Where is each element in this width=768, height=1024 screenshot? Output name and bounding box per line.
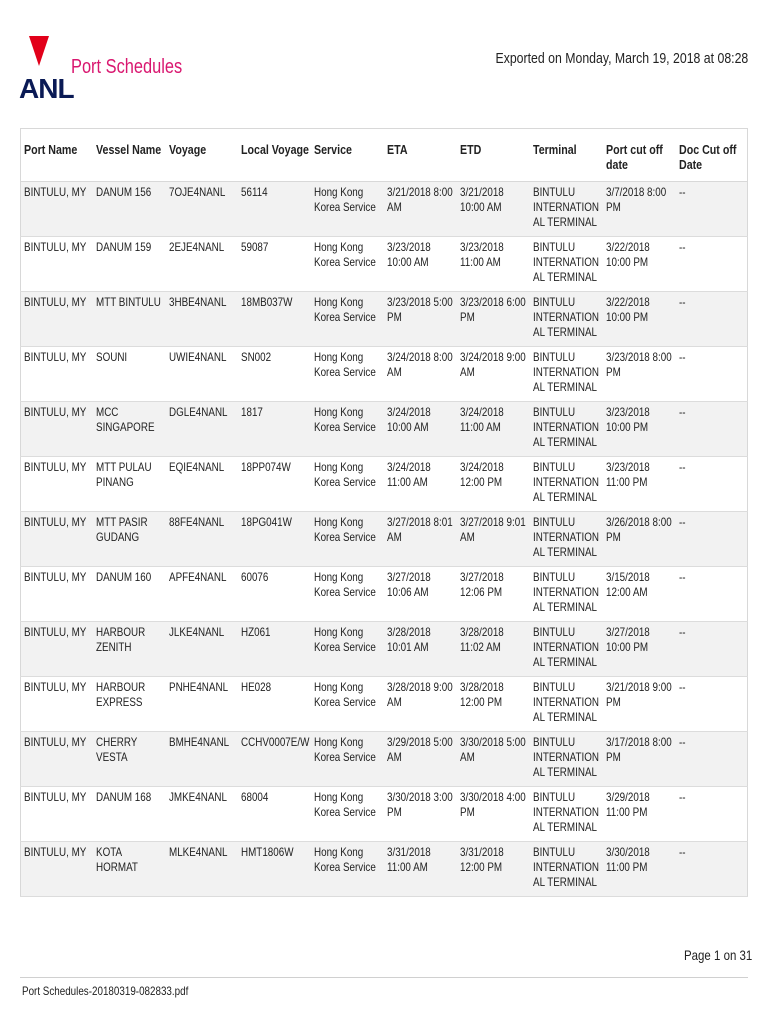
etd-cell: 3/30/2018 4:00 PM	[459, 790, 526, 819]
local-voyage-cell: 60076	[240, 570, 268, 584]
terminal-cell: BINTULU INTERNATIONAL TERMINAL	[532, 680, 599, 724]
eta-cell: 3/30/2018 3:00 PM	[386, 790, 453, 819]
table-row	[21, 567, 748, 622]
port-cutoff-cell: 3/23/2018 10:00 PM	[605, 405, 650, 434]
etd-cell: 3/24/2018 12:00 PM	[459, 460, 504, 489]
vessel-name-cell: DANUM 168	[95, 790, 151, 804]
voyage-cell: UWIE4NANL	[168, 350, 226, 364]
terminal-cell: BINTULU INTERNATIONAL TERMINAL	[532, 185, 599, 229]
doc-cutoff-cell: --	[678, 790, 686, 804]
logo-text: ANL	[19, 73, 74, 104]
service-cell: Hong Kong Korea Service	[313, 845, 376, 874]
service-cell: Hong Kong Korea Service	[313, 570, 376, 599]
anl-logo	[19, 36, 74, 106]
port-schedule-table	[20, 128, 748, 897]
port-cutoff-cell: 3/22/2018 10:00 PM	[605, 240, 650, 269]
table-row	[21, 512, 748, 567]
vessel-name-cell: MTT BINTULU	[95, 295, 161, 309]
etd-cell: 3/28/2018 11:02 AM	[459, 625, 504, 654]
eta-cell: 3/27/2018 8:01 AM	[386, 515, 453, 544]
table-row	[21, 622, 748, 677]
service-cell: Hong Kong Korea Service	[313, 735, 376, 764]
service-cell: Hong Kong Korea Service	[313, 240, 376, 269]
port-cutoff-cell: 3/29/2018 11:00 PM	[605, 790, 650, 819]
port-cutoff-cell: 3/15/2018 12:00 AM	[605, 570, 650, 599]
port-cutoff-cell: 3/27/2018 10:00 PM	[605, 625, 650, 654]
terminal-cell: BINTULU INTERNATIONAL TERMINAL	[532, 625, 599, 669]
etd-cell: 3/28/2018 12:00 PM	[459, 680, 504, 709]
voyage-cell: EQIE4NANL	[168, 460, 224, 474]
etd-cell: 3/27/2018 9:01 AM	[459, 515, 526, 544]
doc-cutoff-cell: --	[678, 240, 686, 254]
port-name-cell: BINTULU, MY	[24, 790, 87, 804]
etd-cell: 3/31/2018 12:00 PM	[459, 845, 504, 874]
terminal-cell: BINTULU INTERNATIONAL TERMINAL	[532, 790, 599, 834]
etd-cell: 3/23/2018 6:00 PM	[459, 295, 526, 324]
terminal-cell: BINTULU INTERNATIONAL TERMINAL	[532, 295, 599, 339]
terminal-cell: BINTULU INTERNATIONAL TERMINAL	[532, 570, 599, 614]
eta-cell: 3/28/2018 10:01 AM	[386, 625, 431, 654]
vessel-name-cell: HARBOUR EXPRESS	[95, 680, 145, 709]
page-number: Page 1 on 31	[683, 947, 752, 963]
port-cutoff-cell: 3/23/2018 11:00 PM	[605, 460, 650, 489]
port-name-cell: BINTULU, MY	[24, 625, 87, 639]
column-header-eta: ETA	[385, 129, 458, 182]
service-cell: Hong Kong Korea Service	[313, 185, 376, 214]
vessel-name-cell: DANUM 156	[95, 185, 151, 199]
local-voyage-cell: 18PP074W	[240, 460, 291, 474]
port-cutoff-cell: 3/26/2018 8:00 PM	[605, 515, 672, 544]
table-row	[21, 182, 748, 237]
column-header-port-name: Port Name	[21, 129, 94, 182]
export-timestamp: Exported on Monday, March 19, 2018 at 08:28	[495, 50, 748, 67]
vessel-name-cell: CHERRY VESTA	[95, 735, 137, 764]
table-row	[21, 732, 748, 787]
port-name-cell: BINTULU, MY	[24, 735, 87, 749]
local-voyage-cell: HMT1806W	[240, 845, 293, 859]
vessel-name-cell: MTT PASIR GUDANG	[95, 515, 148, 544]
etd-cell: 3/30/2018 5:00 AM	[459, 735, 526, 764]
vessel-name-cell: MTT PULAU PINANG	[95, 460, 152, 489]
table-row	[21, 842, 748, 897]
local-voyage-cell: 18MB037W	[240, 295, 292, 309]
terminal-cell: BINTULU INTERNATIONAL TERMINAL	[532, 405, 599, 449]
table-row	[21, 787, 748, 842]
vessel-name-cell: DANUM 159	[95, 240, 151, 254]
terminal-cell: BINTULU INTERNATIONAL TERMINAL	[532, 515, 599, 559]
port-cutoff-cell: 3/21/2018 9:00 PM	[605, 680, 672, 709]
etd-cell: 3/24/2018 9:00 AM	[459, 350, 526, 379]
column-header-local-voyage: Local Voyage	[239, 129, 312, 182]
local-voyage-cell: 1817	[240, 405, 263, 419]
voyage-cell: JLKE4NANL	[168, 625, 224, 639]
voyage-cell: 7OJE4NANL	[168, 185, 225, 199]
service-cell: Hong Kong Korea Service	[313, 460, 376, 489]
local-voyage-cell: HZ061	[240, 625, 271, 639]
eta-cell: 3/27/2018 10:06 AM	[386, 570, 431, 599]
eta-cell: 3/28/2018 9:00 AM	[386, 680, 453, 709]
voyage-cell: DGLE4NANL	[168, 405, 228, 419]
eta-cell: 3/31/2018 11:00 AM	[386, 845, 431, 874]
service-cell: Hong Kong Korea Service	[313, 680, 376, 709]
voyage-cell: 3HBE4NANL	[168, 295, 226, 309]
vessel-name-cell: DANUM 160	[95, 570, 151, 584]
column-header-service: Service	[312, 129, 385, 182]
terminal-cell: BINTULU INTERNATIONAL TERMINAL	[532, 845, 599, 889]
etd-cell: 3/21/2018 10:00 AM	[459, 185, 504, 214]
doc-cutoff-cell: --	[678, 185, 686, 199]
logo-triangle-icon	[29, 36, 49, 66]
column-header-voyage: Voyage	[167, 129, 239, 182]
service-cell: Hong Kong Korea Service	[313, 295, 376, 324]
page-title: Port Schedules	[71, 56, 183, 78]
port-name-cell: BINTULU, MY	[24, 185, 87, 199]
doc-cutoff-cell: --	[678, 350, 686, 364]
local-voyage-cell: HE028	[240, 680, 271, 694]
doc-cutoff-cell: --	[678, 460, 686, 474]
voyage-cell: MLKE4NANL	[168, 845, 228, 859]
table-header-row	[21, 129, 748, 182]
local-voyage-cell: CCHV0007E/W	[240, 735, 309, 749]
footer-filename: Port Schedules-20180319-082833.pdf	[22, 984, 189, 998]
table-row	[21, 292, 748, 347]
service-cell: Hong Kong Korea Service	[313, 625, 376, 654]
port-name-cell: BINTULU, MY	[24, 295, 87, 309]
port-cutoff-cell: 3/30/2018 11:00 PM	[605, 845, 650, 874]
port-name-cell: BINTULU, MY	[24, 680, 87, 694]
table-row	[21, 457, 748, 512]
column-header-etd: ETD	[458, 129, 531, 182]
eta-cell: 3/24/2018 10:00 AM	[386, 405, 431, 434]
voyage-cell: 88FE4NANL	[168, 515, 224, 529]
eta-cell: 3/24/2018 8:00 AM	[386, 350, 453, 379]
etd-cell: 3/23/2018 11:00 AM	[459, 240, 504, 269]
voyage-cell: APFE4NANL	[168, 570, 226, 584]
terminal-cell: BINTULU INTERNATIONAL TERMINAL	[532, 350, 599, 394]
doc-cutoff-cell: --	[678, 680, 686, 694]
eta-cell: 3/23/2018 5:00 PM	[386, 295, 453, 324]
service-cell: Hong Kong Korea Service	[313, 790, 376, 819]
port-cutoff-cell: 3/22/2018 10:00 PM	[605, 295, 650, 324]
local-voyage-cell: 56114	[240, 185, 268, 199]
port-name-cell: BINTULU, MY	[24, 405, 87, 419]
terminal-cell: BINTULU INTERNATIONAL TERMINAL	[532, 735, 599, 779]
column-header-terminal: Terminal	[531, 129, 604, 182]
voyage-cell: JMKE4NANL	[168, 790, 227, 804]
doc-cutoff-cell: --	[678, 845, 686, 859]
doc-cutoff-cell: --	[678, 515, 686, 529]
voyage-cell: BMHE4NANL	[168, 735, 229, 749]
doc-cutoff-cell: --	[678, 625, 686, 639]
port-name-cell: BINTULU, MY	[24, 350, 87, 364]
column-header-vessel-name: Vessel Name	[94, 129, 167, 182]
voyage-cell: PNHE4NANL	[168, 680, 228, 694]
local-voyage-cell: 18PG041W	[240, 515, 292, 529]
etd-cell: 3/24/2018 11:00 AM	[459, 405, 504, 434]
vessel-name-cell: SOUNI	[95, 350, 127, 364]
footer-divider	[20, 977, 748, 978]
service-cell: Hong Kong Korea Service	[313, 350, 376, 379]
service-cell: Hong Kong Korea Service	[313, 515, 376, 544]
port-name-cell: BINTULU, MY	[24, 515, 87, 529]
port-name-cell: BINTULU, MY	[24, 240, 87, 254]
table-row	[21, 402, 748, 457]
service-cell: Hong Kong Korea Service	[313, 405, 376, 434]
vessel-name-cell: HARBOUR ZENITH	[95, 625, 145, 654]
doc-cutoff-cell: --	[678, 735, 686, 749]
eta-cell: 3/24/2018 11:00 AM	[386, 460, 431, 489]
terminal-cell: BINTULU INTERNATIONAL TERMINAL	[532, 240, 599, 284]
table-row	[21, 237, 748, 292]
doc-cutoff-cell: --	[678, 570, 686, 584]
local-voyage-cell: 59087	[240, 240, 268, 254]
vessel-name-cell: MCC SINGAPORE	[95, 405, 155, 434]
etd-cell: 3/27/2018 12:06 PM	[459, 570, 504, 599]
eta-cell: 3/29/2018 5:00 AM	[386, 735, 453, 764]
table-row	[21, 347, 748, 402]
eta-cell: 3/21/2018 8:00 AM	[386, 185, 453, 214]
voyage-cell: 2EJE4NANL	[168, 240, 224, 254]
port-cutoff-cell: 3/23/2018 8:00 PM	[605, 350, 672, 379]
table-row	[21, 677, 748, 732]
port-name-cell: BINTULU, MY	[24, 845, 87, 859]
local-voyage-cell: 68004	[240, 790, 268, 804]
port-name-cell: BINTULU, MY	[24, 570, 87, 584]
terminal-cell: BINTULU INTERNATIONAL TERMINAL	[532, 460, 599, 504]
port-cutoff-cell: 3/17/2018 8:00 PM	[605, 735, 672, 764]
vessel-name-cell: KOTA HORMAT	[95, 845, 138, 874]
local-voyage-cell: SN002	[240, 350, 271, 364]
doc-cutoff-cell: --	[678, 405, 686, 419]
port-name-cell: BINTULU, MY	[24, 460, 87, 474]
table-body	[21, 182, 748, 897]
eta-cell: 3/23/2018 10:00 AM	[386, 240, 431, 269]
column-header-port-cutoff: Port cut off date	[604, 129, 677, 182]
column-header-doc-cutoff: Doc Cut off Date	[677, 129, 748, 182]
port-cutoff-cell: 3/7/2018 8:00 PM	[605, 185, 666, 214]
doc-cutoff-cell: --	[678, 295, 686, 309]
